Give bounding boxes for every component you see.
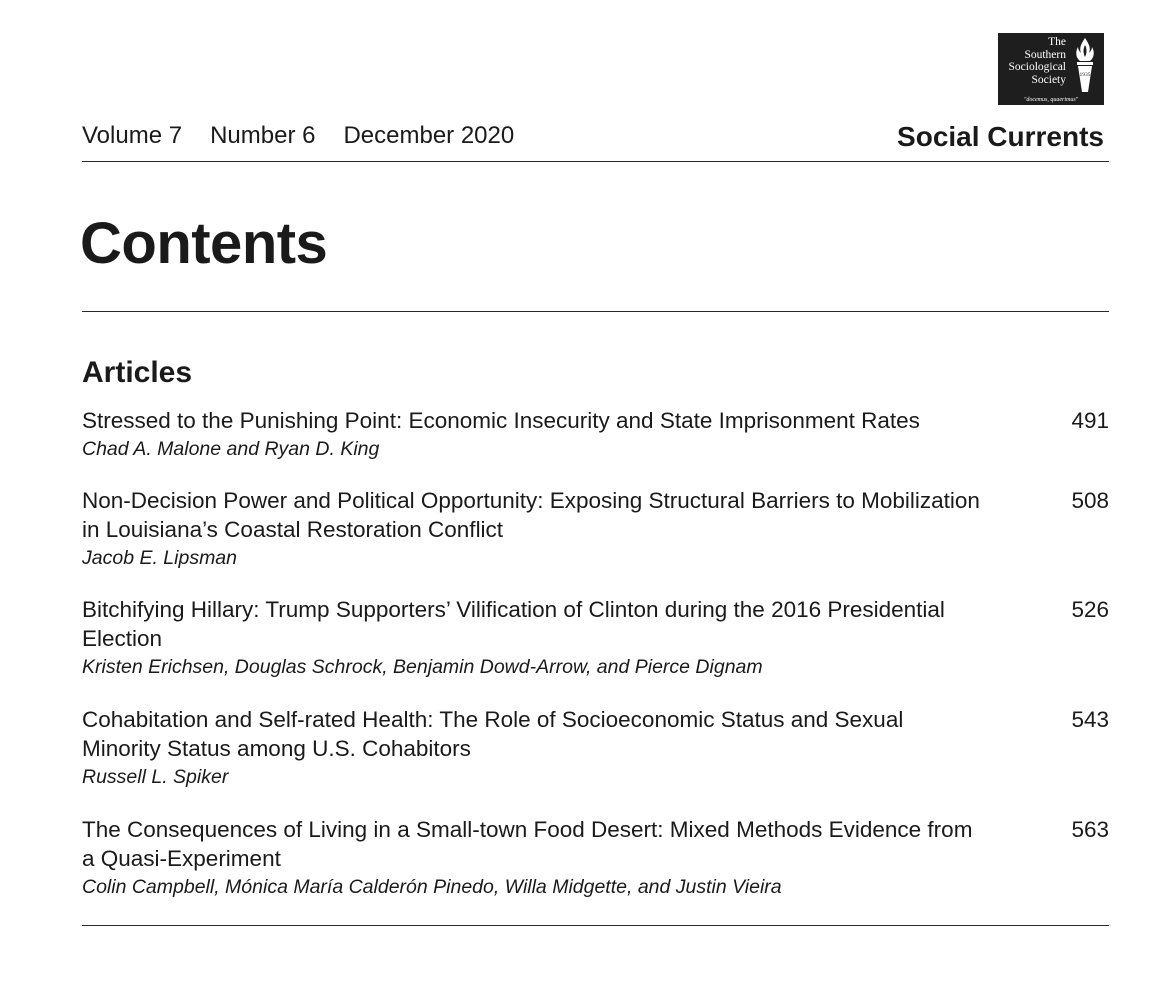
title-divider [82,311,1109,312]
journal-title: Social Currents [897,121,1104,152]
article-page-number: 563 [1071,817,1109,842]
article-page-number: 543 [1071,707,1109,732]
header-divider [82,161,1109,162]
article-page-number: 508 [1071,488,1109,513]
article-entry[interactable] [82,815,1109,901]
logo-line: The [1048,36,1066,48]
issue-info [82,122,542,150]
article-entry[interactable] [82,595,1109,681]
article-title[interactable]: Stressed to the Punishing Point: Economic Insecurity and State Imprisonment Rates [82,408,920,433]
article-title[interactable]: The Consequences of Living in a Small-town Food Desert: Mixed Methods Evidence from a Quasi-Experiment [82,817,973,871]
article-page-number: 526 [1071,597,1109,622]
page-title: Contents [80,211,328,276]
article-entry[interactable] [82,705,1109,791]
article-authors: Jacob E. Lipsman [82,547,238,569]
logo-year: 1935 [1079,72,1091,78]
number-label: Number 6 [210,122,316,149]
footer-divider [82,925,1109,926]
torch-icon [1072,36,1098,96]
article-authors: Colin Campbell, Mónica María Calderón Pinedo, Willa Midgette, and Justin Vieira [82,876,782,898]
article-entry[interactable] [82,486,1109,572]
logo-text [1009,36,1067,86]
article-page-number: 491 [1071,408,1109,433]
article-title[interactable]: Non-Decision Power and Political Opportunity: Exposing Structural Barriers to Mobilization in Louisiana’s Coastal Restoration Conflict [82,488,980,542]
article-title[interactable]: Cohabitation and Self-rated Health: The Role of Socioeconomic Status and Sexual Minority Status among U.S. Cohabitors [82,707,904,761]
logo-motto: "docemus, quaerimus" [1023,97,1079,103]
logo-line: Sociological [1008,61,1066,73]
section-heading: Articles [82,356,193,389]
logo-line: Southern [1024,48,1066,61]
society-logo [998,33,1104,105]
article-authors: Kristen Erichsen, Douglas Schrock, Benjamin Dowd-Arrow, and Pierce Dignam [82,656,763,678]
volume-label: Volume 7 [82,122,183,149]
article-authors: Chad A. Malone and Ryan D. King [82,438,380,460]
logo-line: Society [1031,73,1066,86]
article-authors: Russell L. Spiker [82,766,229,788]
issue-date: December 2020 [343,122,515,149]
article-title[interactable]: Bitchifying Hillary: Trump Supporters’ Vilification of Clinton during the 2016 Presidential Election [82,597,945,651]
article-entry[interactable] [82,406,1109,463]
